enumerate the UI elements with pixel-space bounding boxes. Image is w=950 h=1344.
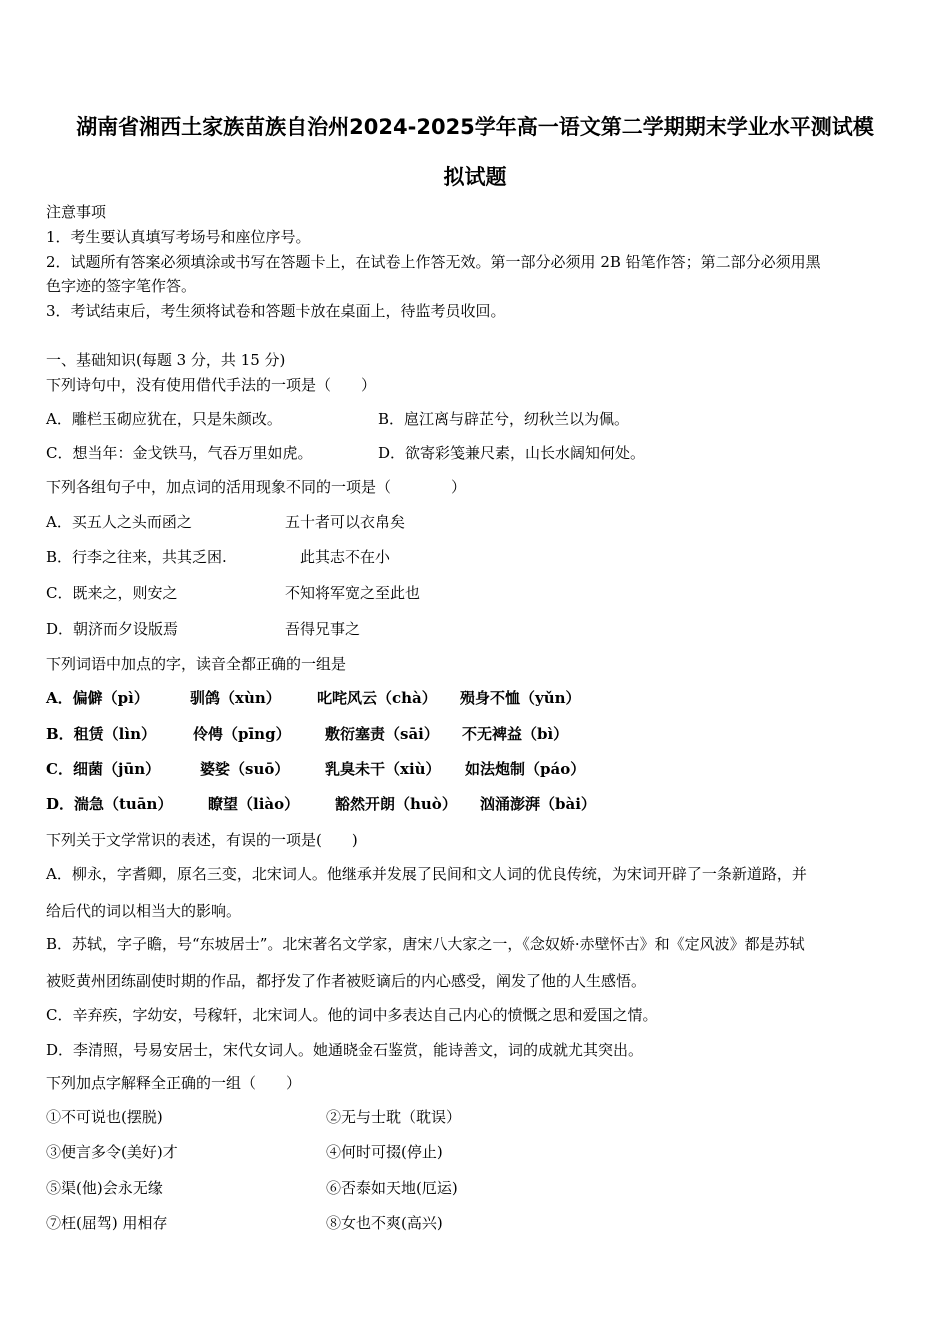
- q2-option-c-part1: C．既来之，则安之: [46, 584, 178, 602]
- q2-option-c-part2: 不知将军宽之至此也: [285, 584, 421, 602]
- q5-stem: 下列加点字解释全正确的一组（ ）: [46, 1074, 302, 1092]
- exam-title-line2: 拟试题: [443, 165, 507, 189]
- q1-option-d: D．欲寄彩笺兼尺素，山长水阔知何处。: [378, 444, 646, 462]
- q3-option-b-2: 伶俜（pīng）: [193, 725, 291, 743]
- q3-option-d-2: 瞭望（liào）: [208, 795, 300, 813]
- q5-item-7: ⑦枉(屈驾) 用相存: [46, 1214, 168, 1232]
- q3-option-d-3: 豁然开朗（huò）: [335, 795, 457, 813]
- q4-stem: 下列关于文学常识的表述，有误的一项是( ): [46, 831, 358, 849]
- q3-option-b-4: 不无裨益（bì）: [462, 725, 569, 743]
- q2-option-b-part1: B．行李之往来，共其乏困.: [46, 548, 227, 566]
- q2-option-a-part2: 五十者可以衣帛矣: [285, 513, 406, 531]
- q3-option-a-2: 驯鸽（xùn）: [190, 689, 281, 707]
- q4-option-a: A．柳永，字耆卿，原名三变，北宋词人。他继承并发展了民间和文人词的优良传统，为宋词开辟了一条新道路，并: [46, 865, 807, 883]
- q5-item-5: ⑤渠(他)会永无缘: [46, 1179, 163, 1197]
- q4-option-b: B．苏轼，字子瞻，号“东坡居士”。北宋著名文学家，唐宋八大家之一，《念奴娇·赤壁怀古》和《定风波》都是苏轼: [46, 935, 805, 953]
- q3-option-d-1: D．湍急（tuān）: [46, 795, 173, 813]
- q3-option-a-4: 殒身不恤（yǔn）: [460, 689, 581, 707]
- q5-item-2: ②无与士耽（耽误）: [326, 1108, 462, 1126]
- q2-option-d-part1: D．朝济而夕设版焉: [46, 620, 179, 638]
- q2-option-d-part2: 吾得兄事之: [285, 620, 361, 638]
- section-heading: 一、基础知识(每题 3 分，共 15 分): [46, 351, 286, 369]
- q1-option-c: C．想当年：金戈铁马，气吞万里如虎。: [46, 444, 313, 462]
- notice-item-3: 3．考试结束后，考生须将试卷和答题卡放在桌面上，待监考员收回。: [46, 302, 506, 320]
- q3-option-a-3: 叱咤风云（chà）: [317, 689, 437, 707]
- q4-option-c: C．辛弃疾，字幼安，号稼轩，北宋词人。他的词中多表达自己内心的愤慨之思和爱国之情。: [46, 1006, 658, 1024]
- q1-option-a: A．雕栏玉砌应犹在，只是朱颜改。: [46, 410, 282, 428]
- notice-item-2: 2．试题所有答案必须填涂或书写在答题卡上，在试卷上作答无效。第一部分必须用 2B 铅笔作答；第二部分必须用黑: [46, 253, 821, 271]
- q3-option-c-2: 婆娑（suō）: [200, 760, 290, 778]
- q5-item-1: ①不可说也(摆脱): [46, 1108, 163, 1126]
- q1-stem: 下列诗句中，没有使用借代手法的一项是（ ）: [46, 376, 377, 394]
- exam-title-line1: 湖南省湘西土家族苗族自治州2024-2025学年高一语文第二学期期末学业水平测试模: [76, 115, 874, 139]
- q3-option-c-3: 乳臭未干（xiù）: [325, 760, 441, 778]
- q4-option-d: D．李清照，号易安居士，宋代女词人。她通晓金石鉴赏，能诗善文，词的成就尤其突出。: [46, 1041, 644, 1059]
- q3-option-c-4: 如法炮制（páo）: [465, 760, 586, 778]
- q3-option-c-1: C．细菌（jūn）: [46, 760, 161, 778]
- q1-option-b: B．扈江离与辟芷兮，纫秋兰以为佩。: [378, 410, 630, 428]
- q4-option-a-cont: 给后代的词以相当大的影响。: [46, 902, 242, 920]
- q3-option-b-1: B．租赁（lìn）: [46, 725, 156, 743]
- q3-option-a-1: A．偏僻（pì）: [46, 689, 149, 707]
- notice-heading: 注意事项: [46, 203, 107, 221]
- q3-option-b-3: 敷衍塞责（sāi）: [325, 725, 439, 743]
- q5-item-8: ⑧女也不爽(高兴): [326, 1214, 443, 1232]
- q2-option-a-part1: A．买五人之头而函之: [46, 513, 192, 531]
- q5-item-6: ⑥否泰如天地(厄运): [326, 1179, 458, 1197]
- q2-stem: 下列各组句子中，加点词的活用现象不同的一项是（ ）: [46, 478, 467, 496]
- notice-item-1: 1．考生要认真填写考场号和座位序号。: [46, 228, 311, 246]
- q3-stem: 下列词语中加点的字，读音全都正确的一组是: [46, 655, 347, 673]
- q5-item-4: ④何时可掇(停止): [326, 1143, 443, 1161]
- q5-item-3: ③便言多令(美好)才: [46, 1143, 178, 1161]
- q3-option-d-4: 汹涌澎湃（bài）: [480, 795, 596, 813]
- q2-option-b-part2: 此其志不在小: [300, 548, 391, 566]
- q4-option-b-cont: 被贬黄州团练副使时期的作品，都抒发了作者被贬谪后的内心感受，阐发了他的人生感悟。: [46, 972, 647, 990]
- notice-item-2-cont: 色字迹的签字笔作答。: [46, 277, 197, 295]
